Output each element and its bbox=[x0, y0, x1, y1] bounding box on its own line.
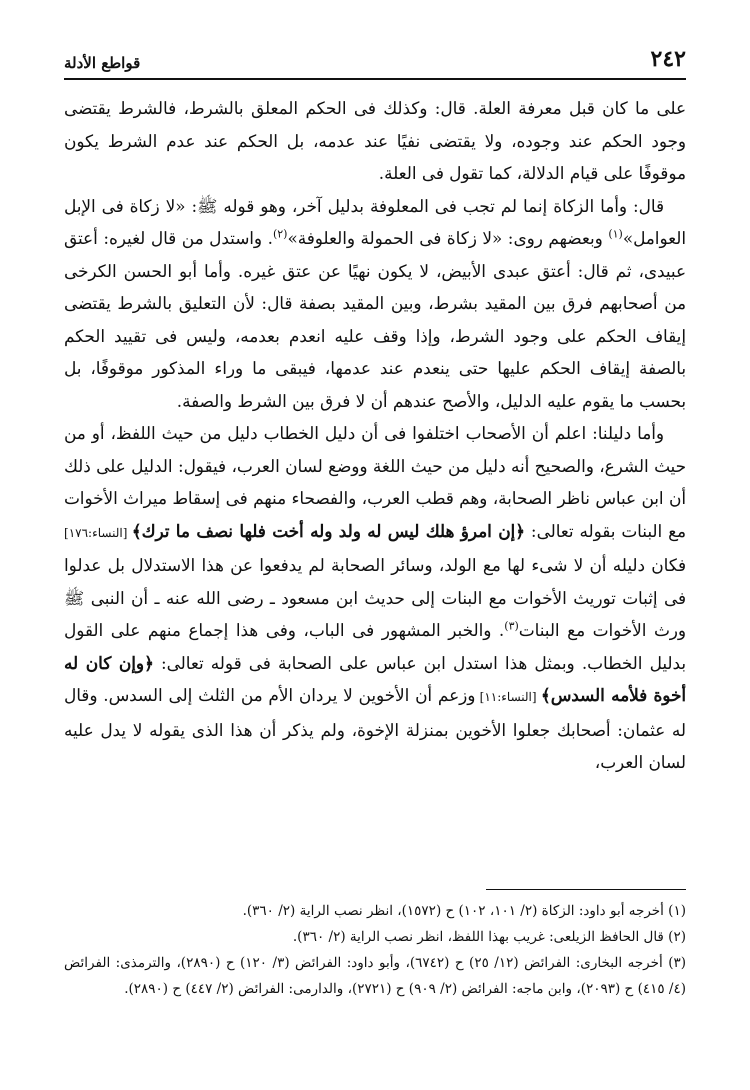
footnote-marker-1[interactable]: (١) bbox=[608, 227, 623, 241]
paragraph-1 bbox=[64, 92, 686, 190]
verse-reference-1: [النساء:١٧٦] bbox=[64, 525, 132, 540]
paragraph-2-text-c: . واستدل من قال لغيره: أعتق عبيدى، ثم قال: أعتق عبدى الأبيض، لا يكون نهيًا عن عتق غيره. وأما أبو الحسن الكرخى من أصحابهم فرق بين المقيد بشرط، وبين المقيد بصفة قال: لأن التعليق بالشرط يقتضى إيقاف الحكم على وجود الشرط، وإذا وقف عليه انعدم بعدمه، وليس فى تقييد الحكم بالصفة إيقاف الحكم عليها حتى ينعدم عند عدمها، فيبقى ما وراء المذكور موقوفًا، بل بحسب ما يقوم عليه الدليل، والأصح عندهم أن لا فرق بين الشرط والصفة. bbox=[64, 228, 686, 411]
page-number: ٢٤٢ bbox=[650, 46, 686, 72]
paragraph-2-text-a: قال: وأما الزكاة إنما لم تجب فى المعلوفة بدليل آخر، وهو قوله ﷺ: «لا زكاة فى الإبل العوامل» bbox=[64, 195, 686, 248]
footnote-1: (١) أخرجه أبو داود: الزكاة (٢/ ١٠١، ١٠٢) ح (١٥٧٢)، انظر نصب الراية (٢/ ٣٦٠). bbox=[242, 903, 686, 919]
footnote-divider bbox=[486, 889, 686, 890]
page-header bbox=[64, 46, 686, 80]
paragraph-3-text-a: وأما دليلنا: اعلم أن الأصحاب اختلفوا فى أن دليل الخطاب دليل من حيث اللفظ، أو من حيث الشرع، والصحيح أنه دليل من حيث اللغة ووضع لسان العرب، فيقول: الدليل على ذلك أن ابن عباس ناظر الصحابة، وهم قطب العرب، والفصحاء منهم فى إسقاط ميراث الأخوات مع البنات بقوله تعالى: bbox=[64, 423, 686, 541]
verse-reference-2: [النساء:١١] bbox=[475, 690, 541, 704]
quran-verse-1: ﴿إن امرؤ هلك ليس له ولد وله أخت فلها نصف ما ترك﴾ bbox=[131, 520, 526, 541]
footnote-3: (٣) أخرجه البخارى: الفرائض (١٢/ ٢٥) ح (٦٧٤٢)، وأبو داود: الفرائض (٣/ ١٢٠) ح (٢٨٩٠)، والترمذى: الفرائض (٤/ ٤١٥) ح (٢٠٩٣)، وابن ماجه: الفرائض (٢/ ٩٠٩) ح (٢٧٢١)، والدارمى: الفرائض (٢/ ٤٤٧) ح (٢٨٩٠). bbox=[64, 955, 687, 997]
footnote-marker-2[interactable]: (٢) bbox=[272, 227, 288, 241]
footnotes bbox=[64, 898, 686, 1002]
quran-verse-2: ﴿وإن كان له أخوة فلأمه السدس﴾ bbox=[64, 652, 687, 705]
main-text bbox=[64, 92, 686, 779]
footnote-marker-3[interactable]: (٣) bbox=[504, 619, 519, 633]
paragraph-3 bbox=[64, 417, 686, 779]
paragraph-1-text: على ما كان قبل معرفة العلة. قال: وكذلك فى الحكم المعلق بالشرط، فالشرط يقتضى وجود الحكم عند وجوده، ولا يقتضى نفيًا عند عدمه، بل الحكم عند عدم الشرط يكون موقوفًا على قيام الدلالة، كما تقول فى العلة. bbox=[64, 98, 686, 183]
paragraph-3-text-b: فكان دليله أن لا شىء لها مع الولد، وسائر الصحابة لم يدفعوا عن هذا الاستدلال بل عدلوا فى إثبات توريث الأخوات مع البنات إلى حديث ابن مسعود ـ رضى الله عنه ـ أن النبى ﷺ ورث الأخوات مع البنات bbox=[64, 555, 687, 640]
paragraph-3-text-d: وزعم أن الأخوين لا يردان الأم من الثلث إلى السدس. وقال له عثمان: أصحابك جعلوا الأخوين بمنزلة الإخوة، ولم يذكر أن هذا الذى يقوله لا يدل عليه لسان العرب، bbox=[64, 685, 686, 772]
paragraph-2-text-b: وبعضهم روى: «لا زكاة فى الحمولة والعلوفة» bbox=[287, 228, 609, 248]
paragraph-3-text-c: . والخبر المشهور فى الباب، وفى هذا إجماع منهم على القول بدليل الخطاب. وبمثل هذا استدل ابن عباس على الصحابة فى قوله تعالى: bbox=[64, 620, 686, 673]
footnote-2: (٢) قال الحافظ الزيلعى: غريب بهذا اللفظ، انظر نصب الراية (٢/ ٣٦٠). bbox=[292, 929, 686, 945]
paragraph-2 bbox=[64, 190, 686, 418]
running-title: قواطع الأدلة bbox=[64, 54, 141, 72]
